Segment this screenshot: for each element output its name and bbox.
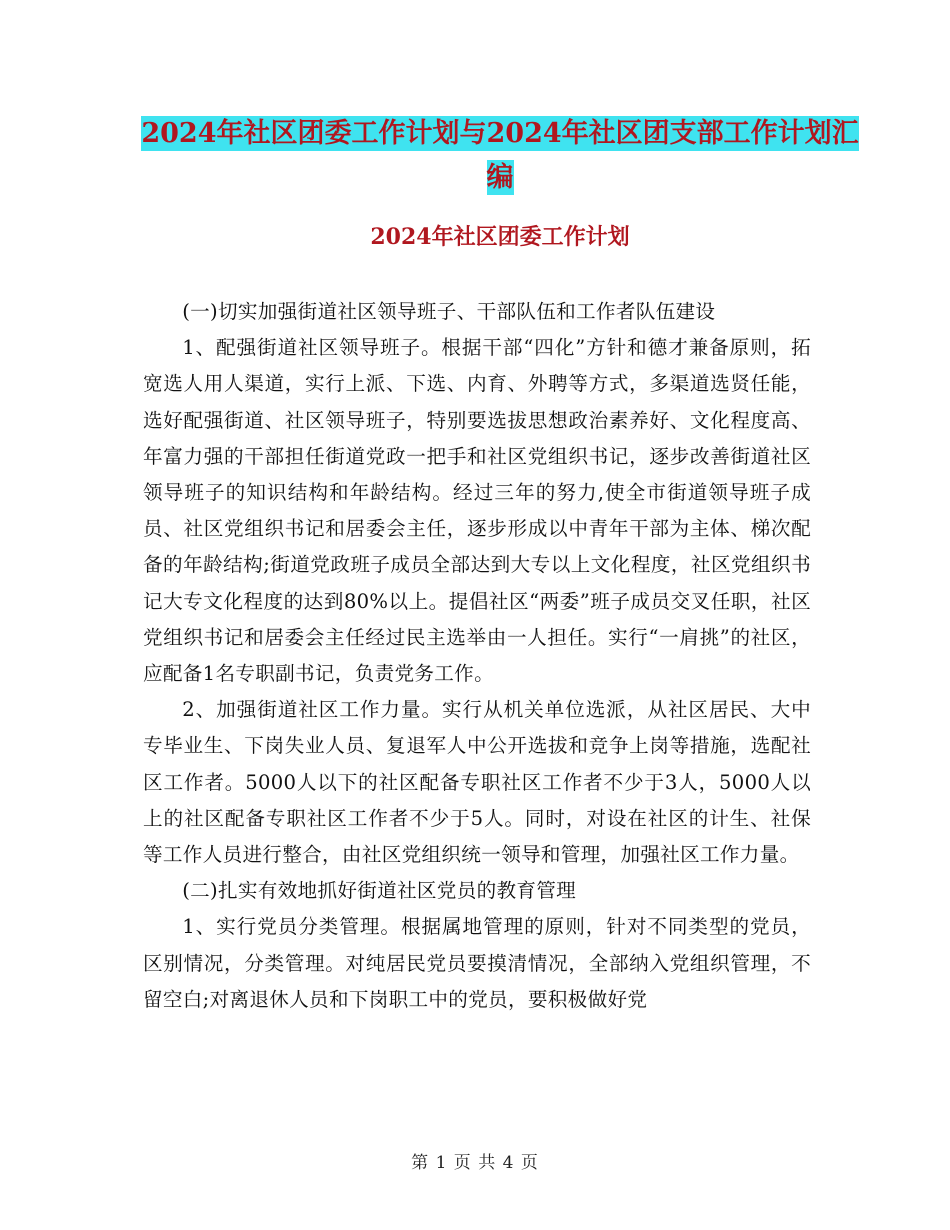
paragraph: (一)切实加强街道社区领导班子、干部队伍和工作者队伍建设 (182, 300, 716, 323)
paragraph: (二)扎实有效地抓好街道社区党员的教育管理 (182, 879, 577, 903)
title-highlight: 2024年社区团委工作计划与2024年社区团支部工作计划汇编 (141, 118, 859, 193)
page-footer: 第 1 页 共 4 页 (411, 1153, 539, 1173)
paragraph: 1、实行党员分类管理。根据属地管理的原则，针对不同类型的党员，区别情况，分类管理。对纯居民党员要摸清情况，全部纳入党组织管理，不留空白;对离退休人员和下岗职工中的党员，要积极做好党 (143, 915, 811, 1011)
paragraph: 1、配强街道社区领导班子。根据干部“四化”方针和德才兼备原则，拓宽选人用人渠道，实行上派、下选、内育、外聘等方式，多渠道选贤任能，选好配强街道、社区领导班子，特别要选拔思想政治素养好、文化程度高、年富力强的干部担任街道党政一把手和社区党组织书记，逐步改善街道社区领导班子的知识结构和年龄结构。经过三年的努力,使全市街道领导班子成员、社区党组织书记和居委会主任，逐步形成以中青年干部为主体、梯次配备的年龄结构;街道党政班子成员全部达到大专以上文化程度，社区党组织书记大专文化程度的达到80%以上。提倡社区“两委”班子成员交叉任职，社区党组织书记和居委会主任经过民主选举由一人担任。实行“一肩挑”的社区，应配备1名专职副书记，负责党务工作。 (143, 336, 811, 686)
body-text (143, 294, 811, 1018)
paragraph: 2、加强街道社区工作力量。实行从机关单位选派，从社区居民、大中专毕业生、下岗失业人员、复退军人中公开选拔和竞争上岗等措施，选配社区工作者。5000人以下的社区配备专职社区工作者不少于3人，5000人以上的社区配备专职社区工作者不少于5人。同时，对设在社区的计生、社保等工作人员进行整合，由社区党组织统一领导和管理，加强社区工作力量。 (143, 698, 811, 867)
document-title (140, 112, 860, 200)
section-title: 2024年社区团委工作计划 (370, 224, 630, 250)
